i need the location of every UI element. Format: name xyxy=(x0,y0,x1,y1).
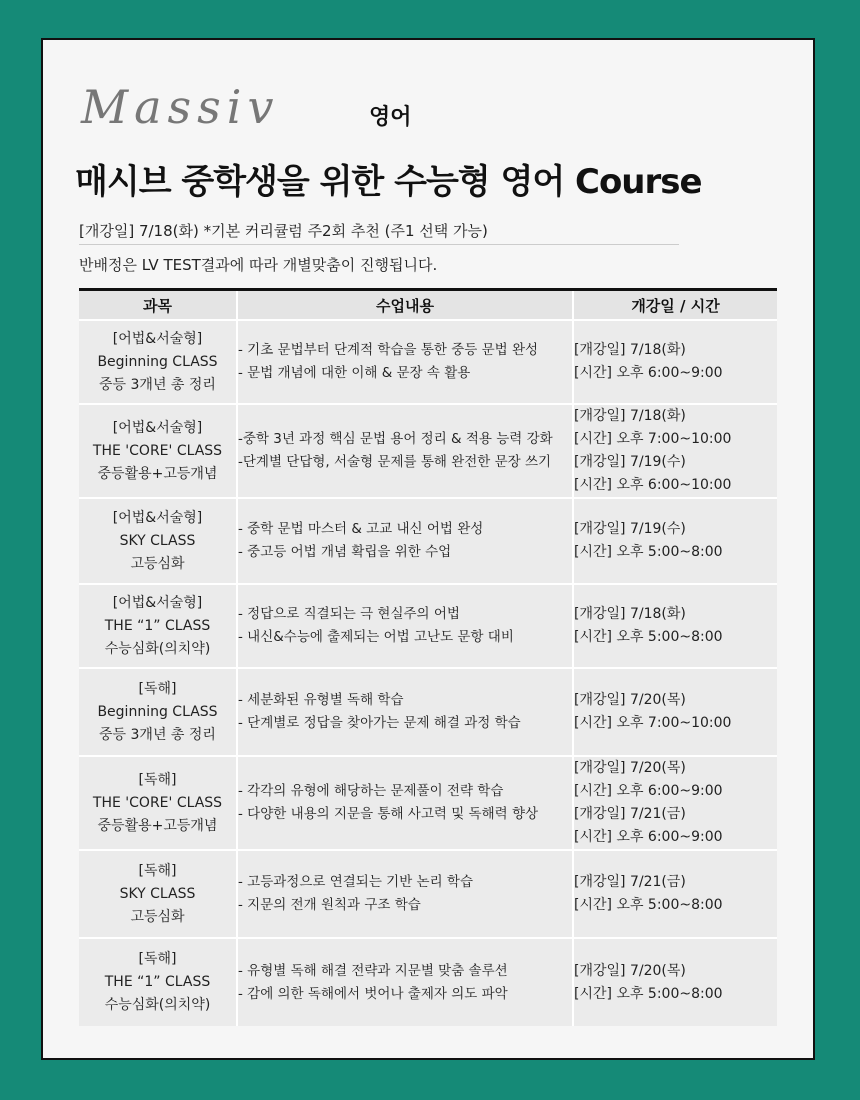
content-line: - 정답으로 직결되는 극 현실주의 어법 xyxy=(238,606,460,622)
content-line: - 중학 문법 마스터 & 고교 내신 어법 완성 xyxy=(238,521,484,537)
brand-subtitle: 영어 xyxy=(369,105,412,130)
class-level: 중등활용+고등개념 xyxy=(97,465,218,482)
class-level: 중등 3개년 총 정리 xyxy=(99,726,216,743)
subject-cell xyxy=(79,850,237,938)
class-name: THE 'CORE' CLASS xyxy=(92,442,223,459)
class-level: 수능심화(의치약) xyxy=(104,640,211,657)
class-level: 중등 3개년 총 정리 xyxy=(99,376,216,393)
column-header-content: 수업내용 xyxy=(237,290,573,321)
start-date: [개강일] 7/18(화) xyxy=(574,408,686,424)
table-row xyxy=(79,584,777,668)
class-name: SKY CLASS xyxy=(119,885,196,902)
content-line: - 각각의 유형에 해당하는 문제풀이 전략 학습 xyxy=(238,783,504,799)
content-line: -중학 3년 과정 핵심 문법 용어 정리 & 적용 능력 강화 xyxy=(238,431,553,447)
table-header-row xyxy=(79,290,777,321)
subject-cell xyxy=(79,756,237,850)
schedule-cell xyxy=(573,938,777,1026)
column-header-subject: 과목 xyxy=(79,290,237,321)
table-row xyxy=(79,668,777,756)
content-line: - 고등과정으로 연결되는 기반 논리 학습 xyxy=(238,874,473,890)
start-date: [개강일] 7/20(목) xyxy=(574,692,686,708)
class-level: 중등활용+고등개념 xyxy=(97,817,218,834)
class-level: 수능심화(의치약) xyxy=(104,997,211,1013)
start-date: [개강일] 7/18(화) xyxy=(574,342,686,358)
start-date: [개강일] 7/21(금) xyxy=(574,806,686,822)
start-date: [개강일] 7/19(수) xyxy=(574,521,686,537)
class-name: Beginning CLASS xyxy=(97,353,218,370)
content-line: -단계별 단답형, 서술형 문제를 통해 완전한 문장 쓰기 xyxy=(238,454,552,470)
class-time: [시간] 오후 7:00~10:00 xyxy=(574,715,732,731)
table-row xyxy=(79,938,777,1026)
subject-cell xyxy=(79,320,237,404)
start-date: [개강일] 7/18(화) xyxy=(574,606,686,622)
subject-category: [독해] xyxy=(138,862,177,879)
content-cell xyxy=(237,584,573,668)
class-time: [시간] 오후 6:00~9:00 xyxy=(574,783,723,799)
start-date: [개강일] 7/20(목) xyxy=(574,760,686,776)
content-cell xyxy=(237,320,573,404)
class-name: THE “1” CLASS xyxy=(104,974,211,990)
table-row xyxy=(79,498,777,584)
class-time: [시간] 오후 5:00~8:00 xyxy=(574,544,723,560)
placement-info: 반배정은 LV TEST결과에 따라 개별맞춤이 진행됩니다. xyxy=(79,256,438,274)
class-name: Beginning CLASS xyxy=(97,703,218,720)
class-level: 고등심화 xyxy=(130,908,185,925)
info-divider xyxy=(79,244,679,245)
content-line: - 기초 문법부터 단계적 학습을 통한 중등 문법 완성 xyxy=(238,342,539,358)
class-time: [시간] 오후 5:00~8:00 xyxy=(574,629,723,645)
schedule-cell xyxy=(573,320,777,404)
class-name: SKY CLASS xyxy=(119,532,196,549)
subject-category: [독해] xyxy=(138,951,177,967)
class-time: [시간] 오후 7:00~10:00 xyxy=(574,431,732,447)
content-line: - 단계별로 정답을 찾아가는 문제 해결 과정 학습 xyxy=(238,715,521,731)
class-time: [시간] 오후 5:00~8:00 xyxy=(574,985,723,1002)
subject-category: [어법&서술형] xyxy=(112,419,203,436)
content-cell xyxy=(237,756,573,850)
subject-category: [독해] xyxy=(138,771,177,788)
page-title: 매시브 중학생을 위한 수능형 영어 Course xyxy=(75,162,702,202)
content-line: - 문법 개념에 대한 이해 & 문장 속 활용 xyxy=(238,365,471,381)
start-date: [개강일] 7/19(수) xyxy=(574,454,686,470)
subject-cell xyxy=(79,668,237,756)
subject-category: [독해] xyxy=(138,680,177,697)
subject-cell xyxy=(79,938,237,1026)
class-time: [시간] 오후 6:00~10:00 xyxy=(574,477,732,493)
class-name: THE “1” CLASS xyxy=(104,617,211,634)
content-line: - 다양한 내용의 지문을 통해 사고력 및 독해력 향상 xyxy=(238,806,539,822)
content-cell xyxy=(237,498,573,584)
class-time: [시간] 오후 6:00~9:00 xyxy=(574,365,723,381)
start-date-info: [개강일] 7/18(화) *기본 커리큘럼 주2회 추천 (주1 선택 가능) xyxy=(79,222,488,240)
content-cell xyxy=(237,404,573,498)
course-card xyxy=(41,38,815,1060)
column-header-schedule: 개강일 / 시간 xyxy=(573,290,777,321)
subject-cell xyxy=(79,584,237,668)
subject-cell xyxy=(79,498,237,584)
schedule-cell xyxy=(573,668,777,756)
content-cell xyxy=(237,668,573,756)
subject-category: [어법&서술형] xyxy=(112,594,203,611)
table-row xyxy=(79,756,777,850)
class-name: THE 'CORE' CLASS xyxy=(92,794,223,811)
table-row xyxy=(79,404,777,498)
content-cell xyxy=(237,850,573,938)
content-line: - 내신&수능에 출제되는 어법 고난도 문항 대비 xyxy=(238,629,514,645)
content-line: - 유형별 독해 해결 전략과 지문별 맞춤 솔루션 xyxy=(238,962,508,979)
schedule-cell xyxy=(573,756,777,850)
subject-category: [어법&서술형] xyxy=(112,330,203,347)
content-line: - 세분화된 유형별 독해 학습 xyxy=(238,692,404,708)
class-time: [시간] 오후 6:00~9:00 xyxy=(574,829,723,845)
table-row xyxy=(79,850,777,938)
brand-script-logo: Massiv xyxy=(81,80,280,134)
class-time: [시간] 오후 5:00~8:00 xyxy=(574,897,723,913)
content-line: - 중고등 어법 개념 확립을 위한 수업 xyxy=(238,544,452,560)
schedule-cell xyxy=(573,850,777,938)
content-line: - 지문의 전개 원칙과 구조 학습 xyxy=(238,897,421,913)
start-date: [개강일] 7/20(목) xyxy=(574,962,686,979)
content-cell xyxy=(237,938,573,1026)
schedule-cell xyxy=(573,498,777,584)
schedule-cell xyxy=(573,404,777,498)
start-date: [개강일] 7/21(금) xyxy=(574,874,686,890)
schedule-cell xyxy=(573,584,777,668)
subject-category: [어법&서술형] xyxy=(112,509,203,526)
course-schedule-table xyxy=(79,288,777,1026)
table-row xyxy=(79,320,777,404)
content-line: - 감에 의한 독해에서 벗어나 출제자 의도 파악 xyxy=(238,985,508,1002)
class-level: 고등심화 xyxy=(130,555,185,572)
subject-cell xyxy=(79,404,237,498)
